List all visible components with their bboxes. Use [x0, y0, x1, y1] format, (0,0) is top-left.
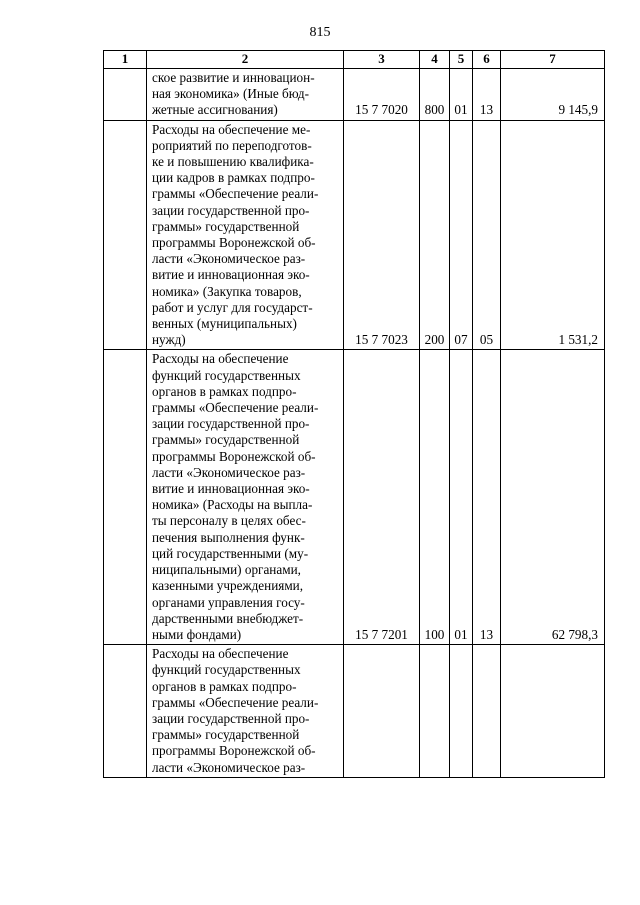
- header-col-6: 6: [473, 51, 501, 69]
- header-col-1: 1: [104, 51, 147, 69]
- subsection-code: 13: [473, 350, 501, 645]
- amount: [501, 645, 605, 778]
- expense-description: Расходы на обеспечение функций государственных органов в рамках подпро- граммы «Обеспечение реали- зации государственной про- граммы» государственной программы Воронежской об- ласти «Экономическое раз-: [147, 645, 344, 778]
- header-col-4: 4: [420, 51, 450, 69]
- row-number-cell: [104, 350, 147, 645]
- section-code: 01: [450, 350, 473, 645]
- page-number: 815: [309, 25, 331, 40]
- target-code: 15 7 7020: [344, 69, 420, 121]
- header-col-5: 5: [450, 51, 473, 69]
- row-number-cell: [104, 120, 147, 350]
- budget-table: [103, 50, 605, 778]
- table-row: [104, 350, 605, 645]
- header-col-2: 2: [147, 51, 344, 69]
- expense-type-code: 100: [420, 350, 450, 645]
- subsection-code: 05: [473, 120, 501, 350]
- table-row: [104, 120, 605, 350]
- expense-type-code: [420, 645, 450, 778]
- amount: 1 531,2: [501, 120, 605, 350]
- target-code: 15 7 7023: [344, 120, 420, 350]
- expense-type-code: 800: [420, 69, 450, 121]
- subsection-code: [473, 645, 501, 778]
- section-code: [450, 645, 473, 778]
- section-code: 01: [450, 69, 473, 121]
- target-code: [344, 645, 420, 778]
- header-col-3: 3: [344, 51, 420, 69]
- header-col-7: 7: [501, 51, 605, 69]
- row-number-cell: [104, 645, 147, 778]
- subsection-code: 13: [473, 69, 501, 121]
- amount: 9 145,9: [501, 69, 605, 121]
- expense-description: Расходы на обеспечение функций государственных органов в рамках подпро- граммы «Обеспечение реали- зации государственной про- граммы» государственной программы Воронежской об- ласти «Экономическое раз- витие и инновационная эко- номика» (Расходы на выпла- ты персоналу в целях обес- печения выполнения функ- ций государственными (му- ниципальными) органами, казенными учреждениями, органами управления госу- дарственными внебюджет- ными фондами): [147, 350, 344, 645]
- expense-type-code: 200: [420, 120, 450, 350]
- target-code: 15 7 7201: [344, 350, 420, 645]
- expense-description: ское развитие и инновацион- ная экономика» (Иные бюд- жетные ассигнования): [147, 69, 344, 121]
- expense-description: Расходы на обеспечение ме- роприятий по переподготов- ке и повышению квалифика- ции кадров в рамках подпро- граммы «Обеспечение реали- зации государственной про- граммы» государственной программы Воронежской об- ласти «Экономическое раз- витие и инновационная эко- номика» (Закупка товаров, работ и услуг для государст- венных (муниципальных) нужд): [147, 120, 344, 350]
- header-row: [104, 51, 605, 69]
- table-row: [104, 69, 605, 121]
- amount: 62 798,3: [501, 350, 605, 645]
- table-row: [104, 645, 605, 778]
- section-code: 07: [450, 120, 473, 350]
- row-number-cell: [104, 69, 147, 121]
